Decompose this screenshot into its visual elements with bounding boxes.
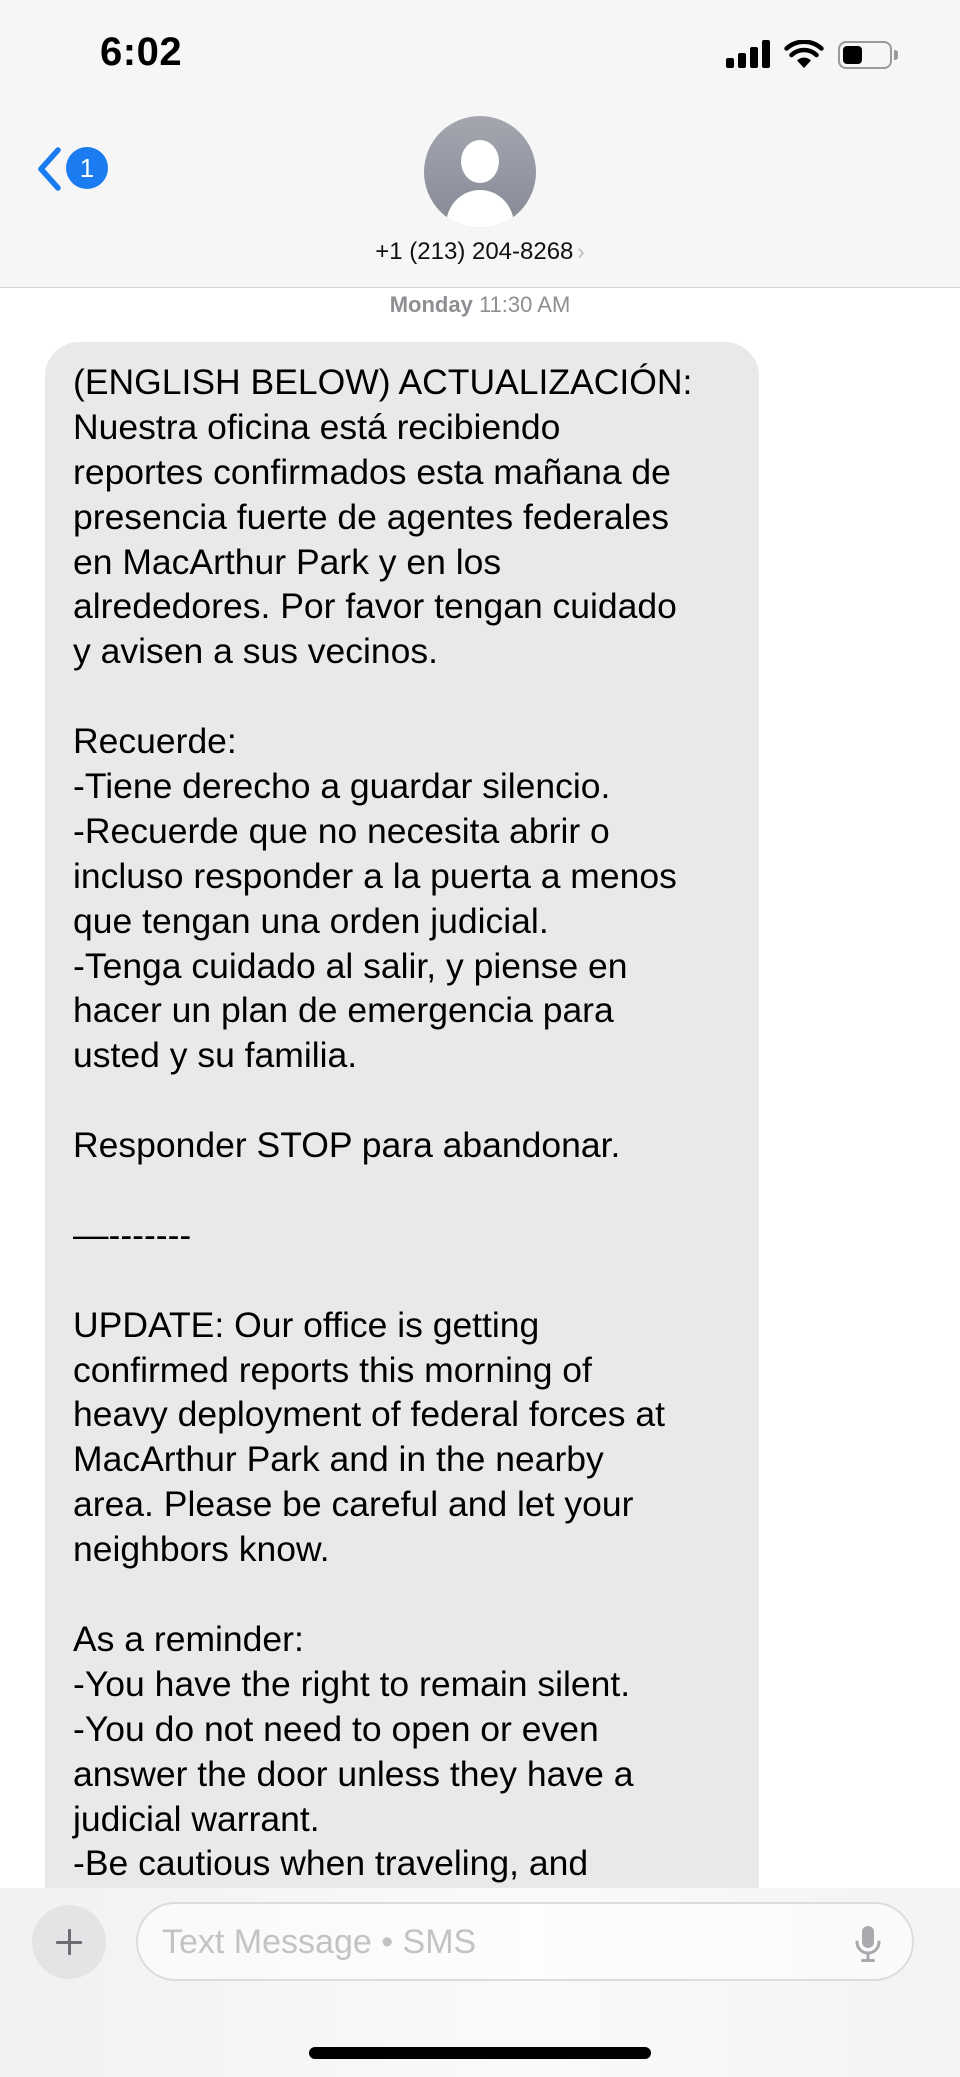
contact-phone-number: +1 (213) 204-8268 xyxy=(375,238,574,265)
message-line: UPDATE: Our office is getting xyxy=(73,1304,540,1345)
message-input-container[interactable] xyxy=(136,1902,914,1981)
message-line: MacArthur Park and in the nearby xyxy=(73,1439,604,1480)
message-input[interactable] xyxy=(162,1916,822,1968)
message-line: answer the door unless they have a xyxy=(73,1753,634,1794)
message-line: -Tenga cuidado al salir, y piense en xyxy=(73,945,628,986)
message-line: Responder STOP para abandonar. xyxy=(73,1125,621,1166)
message-line: -You do not need to open or even xyxy=(73,1708,599,1749)
message-line: Nuestra oficina está recibiendo xyxy=(73,406,561,447)
timestamp-time: 11:30 AM xyxy=(478,292,571,317)
message-line xyxy=(73,674,753,719)
person-silhouette-icon xyxy=(461,140,499,183)
contact-avatar[interactable] xyxy=(424,116,536,228)
message-line: usted y su familia. xyxy=(73,1035,358,1076)
home-indicator[interactable] xyxy=(309,2047,651,2059)
message-line: presencia fuerte de agentes federales xyxy=(73,496,670,537)
conversation-header xyxy=(0,0,960,288)
timestamp-day: Monday xyxy=(389,292,473,317)
chevron-right-icon: › xyxy=(577,239,585,264)
message-line: -You have the right to remain silent. xyxy=(73,1663,631,1704)
message-text xyxy=(73,360,753,1886)
message-line: (ENGLISH BELOW) ACTUALIZACIÓN: xyxy=(73,362,693,402)
message-separator: —------- xyxy=(73,1214,192,1255)
person-silhouette-body xyxy=(446,190,514,228)
message-line: Recuerde: xyxy=(73,721,237,762)
cellular-signal-icon xyxy=(726,38,772,72)
message-line: reportes confirmados esta mañana de xyxy=(73,451,671,492)
message-line xyxy=(73,1572,753,1617)
message-line: alrededores. Por favor tengan cuidado xyxy=(73,586,677,627)
message-line xyxy=(73,1258,753,1303)
chevron-left-icon xyxy=(36,146,62,192)
message-line: neighbors know. xyxy=(73,1529,330,1570)
status-time: 6:02 xyxy=(100,30,183,74)
message-line: -Be cautious when traveling, and xyxy=(73,1843,589,1884)
contact-name-button[interactable] xyxy=(0,238,960,266)
message-line: -Recuerde que no necesita abrir o xyxy=(73,810,610,851)
message-line: incluso responder a la puerta a menos xyxy=(73,855,677,896)
message-timestamp xyxy=(0,292,960,318)
message-line: heavy deployment of federal forces at xyxy=(73,1394,666,1435)
compose-bar xyxy=(0,1888,960,2077)
message-line: -Tiene derecho a guardar silencio. xyxy=(73,766,611,807)
message-line: en MacArthur Park y en los xyxy=(73,541,502,582)
incoming-message-bubble[interactable] xyxy=(45,342,759,1942)
message-line xyxy=(73,1168,753,1213)
message-line: judicial warrant. xyxy=(73,1798,320,1839)
message-line: As a reminder: xyxy=(73,1618,304,1659)
message-line: confirmed reports this morning of xyxy=(73,1349,592,1390)
add-attachment-button[interactable] xyxy=(32,1905,106,1979)
message-line: y avisen a sus vecinos. xyxy=(73,631,439,672)
message-line: hacer un plan de emergencia para xyxy=(73,990,614,1031)
message-line xyxy=(73,1078,753,1123)
status-icons xyxy=(726,38,906,72)
wifi-icon xyxy=(784,40,824,70)
battery-icon xyxy=(838,41,898,69)
message-line: area. Please be careful and let your xyxy=(73,1484,634,1525)
back-button[interactable] xyxy=(32,144,112,194)
microphone-icon[interactable] xyxy=(852,1924,884,1964)
unread-count-badge: 1 xyxy=(66,147,108,189)
message-line: que tengan una orden judicial. xyxy=(73,900,549,941)
